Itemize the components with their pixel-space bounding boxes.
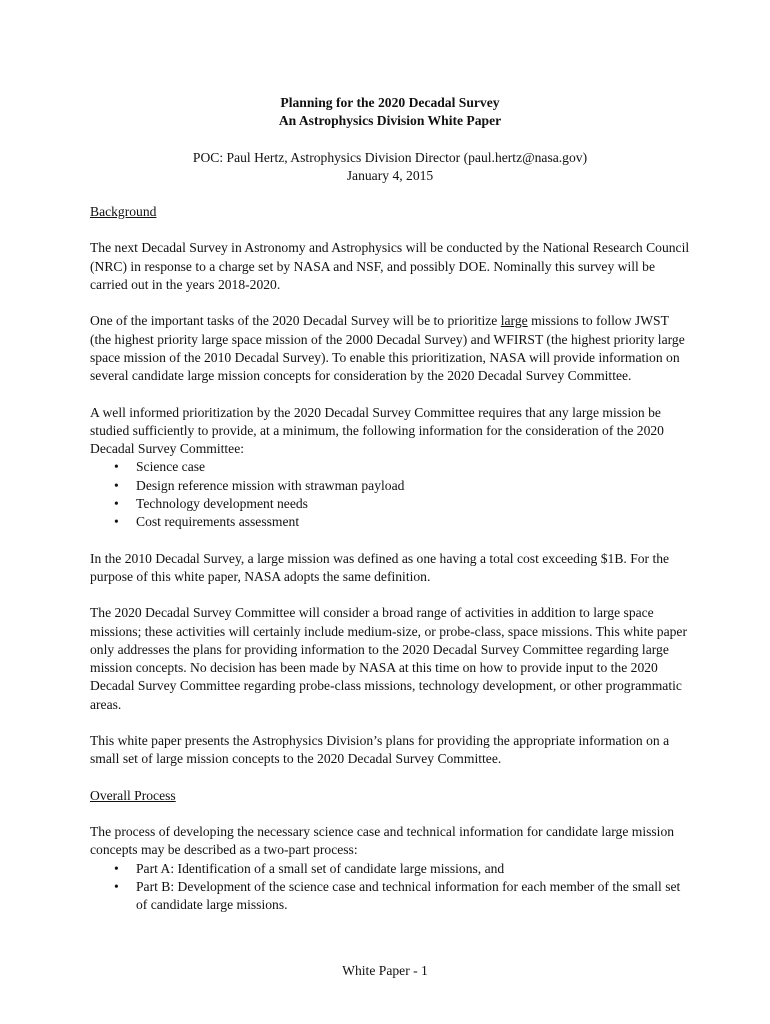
list-item <box>90 513 690 531</box>
list-item-text: Technology development needs <box>136 496 308 512</box>
p2-text-before: One of the important tasks of the 2020 Decadal Survey will be to prioritize <box>90 313 501 329</box>
bullet-icon: • <box>114 514 119 530</box>
background-paragraph-1: The next Decadal Survey in Astronomy and Astrophysics will be conducted by the National Research Council (NRC) in response to a charge set by NASA and NSF, and possibly DOE. Nominally this survey will be carried out in the years 2018-2020. <box>90 240 690 293</box>
bullet-icon: • <box>114 477 119 493</box>
bullet-icon: • <box>114 878 119 894</box>
requirements-list <box>90 458 690 531</box>
section-heading-background: Background <box>90 204 157 220</box>
list-item <box>90 860 690 878</box>
document-date: January 4, 2015 <box>346 167 434 183</box>
process-parts-list <box>90 860 690 915</box>
list-item-text: Science case <box>136 459 206 475</box>
document-page <box>90 94 690 914</box>
list-item <box>90 878 690 915</box>
list-item <box>90 477 690 495</box>
section-heading-overall-process: Overall Process <box>90 787 176 803</box>
background-paragraph-3: A well informed prioritization by the 2020 Decadal Survey Committee requires that any large mission be studied sufficiently to provide, at a minimum, the following information for the consideration of the 2020 Decadal Survey Committee: <box>90 404 664 457</box>
overall-process-paragraph-1: The process of developing the necessary science case and technical information for candidate large mission concepts may be described as a two-part process: <box>90 823 675 858</box>
background-paragraph-2 <box>90 312 690 385</box>
background-paragraph-5: The 2020 Decadal Survey Committee will consider a broad range of activities in addition to large space missions; these activities will certainly include medium-size, or probe-class, space missions. This white paper only addresses the plans for providing information to the 2020 Decadal Survey Committee regarding large mission concepts. No decision has been made by NASA at this time on how to provide input to the 2020 Decadal Survey Committee regarding probe-class missions, technology development, or other programmatic areas. <box>90 605 687 712</box>
poc-line: POC: Paul Hertz, Astrophysics Division Director (paul.hertz@nasa.gov) <box>192 149 588 165</box>
list-item-text: Part B: Development of the science case and technical information for each member of the small set of candidate large missions. <box>136 878 681 913</box>
bullet-icon: • <box>114 860 119 876</box>
list-item <box>90 458 690 476</box>
background-paragraph-4: In the 2010 Decadal Survey, a large mission was defined as one having a total cost exceeding $1B. For the purpose of this white paper, NASA adopts the same definition. <box>90 550 670 584</box>
list-item <box>90 495 690 513</box>
list-item-text: Part A: Identification of a small set of candidate large missions, and <box>136 860 505 876</box>
list-item-text: Cost requirements assessment <box>136 514 300 530</box>
document-title-line2: An Astrophysics Division White Paper <box>278 113 502 129</box>
page-footer: White Paper - 1 <box>342 963 428 978</box>
bullet-icon: • <box>114 459 119 475</box>
list-item-text: Design reference mission with strawman payload <box>136 477 405 493</box>
bullet-icon: • <box>114 496 119 512</box>
document-title-line1: Planning for the 2020 Decadal Survey <box>280 95 500 110</box>
p2-text-after: missions to follow JWST (the highest priority large space mission of the 2000 Decadal Survey) and WFIRST (the highest priority large space mission of the 2010 Decadal Survey). To enable this prioritization, NASA will provide information on several candidate large mission concepts for consideration by the 2020 Decadal Survey Committee. <box>90 313 685 384</box>
background-paragraph-6: This white paper presents the Astrophysics Division’s plans for providing the appropriate information on a small set of large mission concepts to the 2020 Decadal Survey Committee. <box>90 733 670 767</box>
p2-underlined-word: large <box>500 313 528 329</box>
